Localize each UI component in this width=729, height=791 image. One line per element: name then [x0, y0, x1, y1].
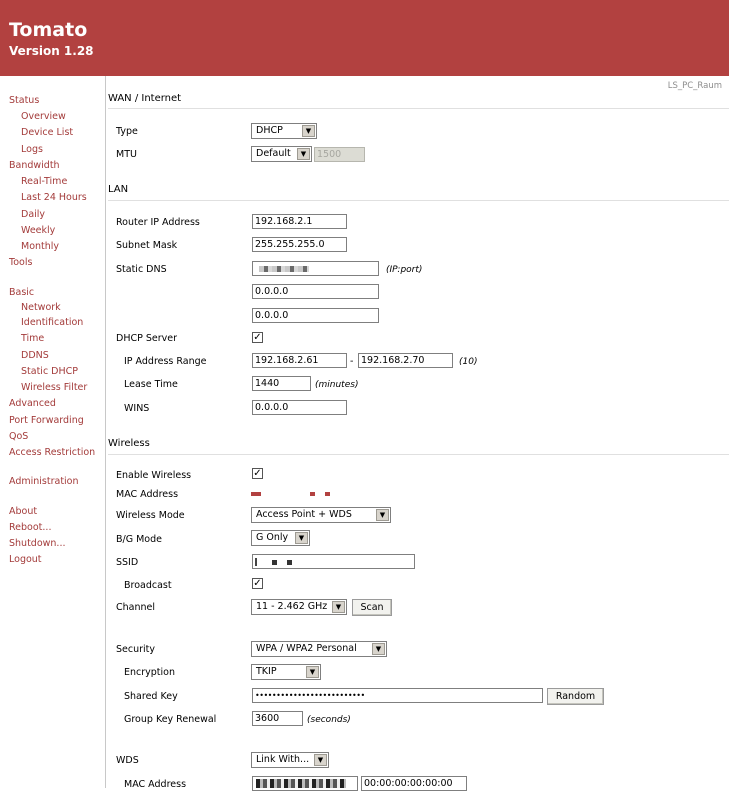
- sidebar-item-time[interactable]: Time: [21, 333, 45, 344]
- enable-wireless-checkbox[interactable]: [252, 468, 263, 479]
- sidebar-item-bandwidth[interactable]: Bandwidth: [9, 160, 60, 171]
- router-ip-label: Router IP Address: [116, 217, 200, 228]
- wan-mtu-input[interactable]: 1500: [314, 147, 365, 162]
- scan-button[interactable]: Scan: [352, 599, 392, 616]
- wan-mtu-label: MTU: [116, 149, 137, 160]
- sidebar-item-ddns[interactable]: DDNS: [21, 350, 49, 361]
- redacted-mac-block: [310, 492, 315, 496]
- router-name: LS_PC_Raum: [667, 81, 722, 91]
- enable-wireless-label: Enable Wireless: [116, 470, 192, 481]
- sidebar-item-status[interactable]: Status: [9, 95, 40, 106]
- broadcast-label: Broadcast: [124, 580, 172, 591]
- bg-mode-select[interactable]: [251, 530, 310, 546]
- random-key-button[interactable]: Random: [547, 688, 604, 705]
- lease-time-unit: (minutes): [315, 380, 359, 390]
- chevron-down-icon: ▼: [295, 532, 308, 544]
- wireless-mode-label: Wireless Mode: [116, 510, 185, 521]
- wds-mac-1-input[interactable]: [252, 776, 358, 791]
- wds-mac-2-input[interactable]: 00:00:00:00:00:00: [361, 776, 467, 791]
- sidebar-item-real-time[interactable]: Real-Time: [21, 176, 68, 187]
- sidebar-item-port-forwarding[interactable]: Port Forwarding: [9, 415, 84, 426]
- redacted-mac-block: [251, 492, 261, 496]
- app-title: Tomato: [9, 19, 88, 41]
- sidebar-item-weekly[interactable]: Weekly: [21, 225, 56, 236]
- checkmark-icon: ✓: [253, 578, 262, 589]
- router-ip-input[interactable]: 192.168.2.1: [252, 214, 347, 229]
- sidebar-item-shutdown[interactable]: Shutdown...: [9, 538, 66, 549]
- header-bar: [0, 0, 729, 76]
- bg-mode-value: G Only: [256, 532, 289, 543]
- encryption-label: Encryption: [124, 667, 176, 678]
- section-divider: [108, 108, 729, 109]
- chevron-down-icon: ▼: [297, 148, 310, 160]
- sidebar-item-monthly[interactable]: Monthly: [21, 241, 60, 252]
- wan-type-value: DHCP: [256, 125, 283, 136]
- subnet-mask-label: Subnet Mask: [116, 240, 178, 251]
- dns-1-input[interactable]: [252, 261, 379, 276]
- section-divider: [108, 200, 729, 201]
- dhcp-server-label: DHCP Server: [116, 333, 177, 344]
- group-key-renewal-label: Group Key Renewal: [124, 714, 217, 725]
- encryption-select[interactable]: [251, 664, 321, 680]
- sidebar-item-device-list[interactable]: Device List: [21, 127, 74, 138]
- redacted-text: [259, 266, 309, 272]
- wan-type-label: Type: [116, 126, 138, 137]
- sidebar-item-wireless-filter[interactable]: Wireless Filter: [21, 382, 88, 393]
- sidebar-item-logs[interactable]: Logs: [21, 144, 43, 155]
- wds-select[interactable]: [251, 752, 329, 768]
- lease-time-label: Lease Time: [124, 379, 178, 390]
- chevron-down-icon: ▼: [306, 666, 319, 678]
- ssid-input[interactable]: [252, 554, 415, 569]
- wireless-mode-value: Access Point + WDS: [256, 509, 352, 520]
- wan-mtu-select[interactable]: [251, 146, 312, 162]
- dhcp-server-checkbox[interactable]: [252, 332, 263, 343]
- wan-mtu-mode: Default: [256, 148, 291, 159]
- sidebar-item-reboot[interactable]: Reboot...: [9, 522, 52, 533]
- channel-select[interactable]: [251, 599, 347, 615]
- bg-mode-label: B/G Mode: [116, 534, 162, 545]
- checkmark-icon: ✓: [253, 332, 262, 343]
- chevron-down-icon: ▼: [376, 509, 389, 521]
- wins-label: WINS: [124, 403, 150, 414]
- sidebar-item-qos[interactable]: QoS: [9, 431, 29, 442]
- security-select[interactable]: [251, 641, 387, 657]
- sidebar-item-overview[interactable]: Overview: [21, 111, 66, 122]
- sidebar-item-logout[interactable]: Logout: [9, 554, 42, 565]
- channel-label: Channel: [116, 602, 156, 613]
- section-title-lan: LAN: [108, 184, 129, 195]
- group-key-renewal-unit: (seconds): [307, 715, 351, 725]
- ip-range-count: (10): [459, 357, 478, 367]
- app-version: Version 1.28: [9, 44, 94, 58]
- chevron-down-icon: ▼: [302, 125, 315, 137]
- sidebar-item-identification[interactable]: Identification: [21, 317, 84, 328]
- checkmark-icon: ✓: [253, 468, 262, 479]
- redacted-text: [256, 779, 346, 788]
- sidebar-item-tools[interactable]: Tools: [9, 257, 33, 268]
- mac-address-label: MAC Address: [116, 489, 179, 500]
- redacted-text: [287, 560, 292, 565]
- redacted-mac-block: [325, 492, 330, 496]
- redacted-text: [272, 560, 277, 565]
- dns-format-hint: (IP:port): [386, 265, 423, 275]
- dns-3-input[interactable]: 0.0.0.0: [252, 308, 379, 323]
- channel-value: 11 - 2.462 GHz: [256, 601, 328, 612]
- subnet-mask-input[interactable]: 255.255.255.0: [252, 237, 347, 252]
- wan-type-select[interactable]: [251, 123, 317, 139]
- wins-input[interactable]: 0.0.0.0: [252, 400, 347, 415]
- group-key-renewal-input[interactable]: 3600: [252, 711, 303, 726]
- security-label: Security: [116, 644, 156, 655]
- sidebar-item-network[interactable]: Network: [21, 302, 61, 313]
- encryption-value: TKIP: [256, 666, 277, 677]
- dns-2-input[interactable]: 0.0.0.0: [252, 284, 379, 299]
- security-value: WPA / WPA2 Personal: [256, 643, 357, 654]
- ssid-label: SSID: [116, 557, 139, 568]
- sidebar-item-advanced[interactable]: Advanced: [9, 398, 56, 409]
- shared-key-input[interactable]: ••••••••••••••••••••••••••: [252, 688, 543, 703]
- chevron-down-icon: ▼: [332, 601, 345, 613]
- lease-time-input[interactable]: 1440: [252, 376, 311, 391]
- wireless-mode-select[interactable]: [251, 507, 391, 523]
- sidebar-item-about[interactable]: About: [9, 506, 38, 517]
- sidebar-item-last-24-hours[interactable]: Last 24 Hours: [21, 192, 87, 203]
- sidebar-item-administration[interactable]: Administration: [9, 476, 79, 487]
- wds-label: WDS: [116, 755, 139, 766]
- sidebar-item-basic[interactable]: Basic: [9, 287, 35, 298]
- static-dns-label: Static DNS: [116, 264, 167, 275]
- chevron-down-icon: ▼: [372, 643, 385, 655]
- shared-key-label: Shared Key: [124, 691, 178, 702]
- section-title-wan: WAN / Internet: [108, 93, 182, 104]
- sidebar-item-access-restriction[interactable]: Access Restriction: [9, 447, 96, 458]
- wds-value: Link With...: [256, 754, 310, 765]
- section-title-wireless: Wireless: [108, 438, 150, 449]
- wds-mac-label: MAC Address: [124, 779, 187, 790]
- ip-range-start-input[interactable]: 192.168.2.61: [252, 353, 347, 368]
- ip-range-label: IP Address Range: [124, 356, 207, 367]
- section-divider: [108, 454, 729, 455]
- ip-range-end-input[interactable]: 192.168.2.70: [358, 353, 453, 368]
- chevron-down-icon: ▼: [314, 754, 327, 766]
- broadcast-checkbox[interactable]: [252, 578, 263, 589]
- sidebar-item-daily[interactable]: Daily: [21, 209, 46, 220]
- ip-range-separator: -: [350, 356, 354, 367]
- sidebar-item-static-dhcp[interactable]: Static DHCP: [21, 366, 79, 377]
- redacted-text: [255, 558, 257, 566]
